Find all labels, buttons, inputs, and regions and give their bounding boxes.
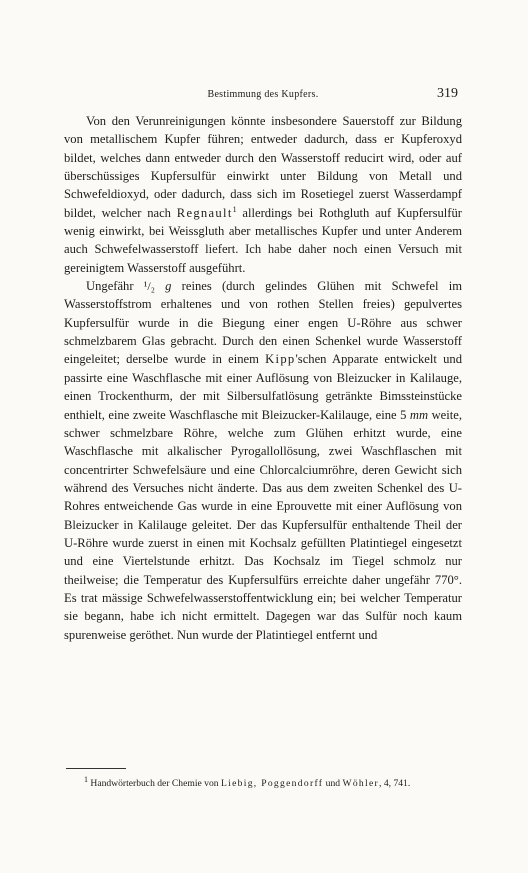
running-head (64, 86, 462, 106)
paragraph-2-text-b: reines (durch gelindes Glühen mit Schwefel im Wasserstoffstrom erhaltenes und von rothen Stellen freies) gepulvertes Kupfersulfür wurde in die Biegung einer engen U-Röhre aus schwer schmelzbarem Glas gebracht. Durch den einen Schenkel wurde Wasserstoff eingeleitet; derselbe wurde in einem (64, 279, 463, 367)
footnote-page: 741. (393, 778, 411, 789)
running-title: Bestimmung des Kupfers. (207, 89, 319, 100)
footnote-volume: , 4, (379, 778, 394, 789)
footnote-divider (66, 768, 126, 769)
footnote (64, 776, 462, 791)
footnote-reference: 1 (232, 204, 237, 214)
footnote-text: Handwörterbuch der Chemie von (88, 778, 221, 789)
page-number: 319 (437, 86, 458, 101)
author-regnault: Regnault (176, 205, 233, 220)
paragraph-1-text-b: allerdings bei Rothgluth auf Kupfersulfür wenig einwirkt, bei Weissgluth aber metallisches Kupfer und unter Anderem auch Schwefelwasserstoff liefert. Ich habe daher noch einen Versuch mit gereinigtem Wasserstoff ausgeführt. (64, 205, 462, 275)
body-text (64, 112, 462, 644)
author-kipp: Kipp (265, 352, 296, 367)
footnote-and: und (323, 778, 343, 789)
paragraph-1 (64, 112, 462, 277)
footnote-marker: 1 (84, 774, 88, 784)
unit-millimetre: mm (409, 407, 429, 422)
unit-gram: g (165, 279, 172, 294)
paragraph-2-text-c: 'schen Apparate entwickelt und passirte eine Waschflasche mit einer Auflösung von Bleizucker in Kalilauge, einen Trockenthurm, der mit Silbersulfatlösung getränkte Bimssteinstücke enthielt, eine zweite Waschflasche mit Bleizucker-Kalilauge, eine 5 (64, 352, 462, 422)
paragraph-2 (64, 277, 462, 644)
footnote-authors: Liebig, Poggendorff (220, 778, 324, 789)
paragraph-1-text-a: Von den Verunreinigungen könnte insbesondere Sauerstoff zur Bildung von metallischem Kupfer führen; entweder dadurch, dass er Kupferoxyd bildet, welches dann entweder durch den Wasserstoff reducirt wird, oder auf überschüssiges Kupfersulfür einwirkt unter Bildung von Metall und Schwefeldioxyd, oder dadurch, dass sich im Rosetiegel zuerst Wasserdampf bildet, welcher nach (64, 114, 462, 220)
paragraph-2-text-a: Ungefähr (86, 279, 144, 294)
paragraph-2-text-d: weite, schwer schmelzbare Röhre, welche zum Glühen erhitzt wurde, eine Waschflasche mit alkalischer Pyrogallollösung, zwei Waschflaschen mit concentrirter Schwefelsäure und eine Chlorcalciumröhre, deren Gewicht sich während des Versuches nicht änderte. Das aus dem zweiten Schenkel des U-Rohres entweichende Gas wurde in eine Eprouvette mit einer Auflösung von Bleizucker in Kalilauge geleitet. Der das Kupfersulfür enthaltende Theil der U-Röhre wurde zuerst in einen mit Kochsalz gefüllten Platintiegel eingesetzt und eine Viertelstunde erhitzt. Das Kochsalz im Tiegel schmolz nur theilweise; die Temperatur des Kupfersulfürs erreichte daher ungefähr 770°. Es trat mässige Schwefelwasserstoffentwicklung ein; bei welcher Temperatur sie begann, habe ich nicht ermittelt. Dagegen war das Sulfür noch kaum spurenweise geröthet. Nun wurde der Platintiegel entfernt und (64, 407, 462, 642)
footnote-author-woehler: Wöhler (342, 778, 380, 789)
fraction-half: ¹/₂ (143, 279, 155, 294)
